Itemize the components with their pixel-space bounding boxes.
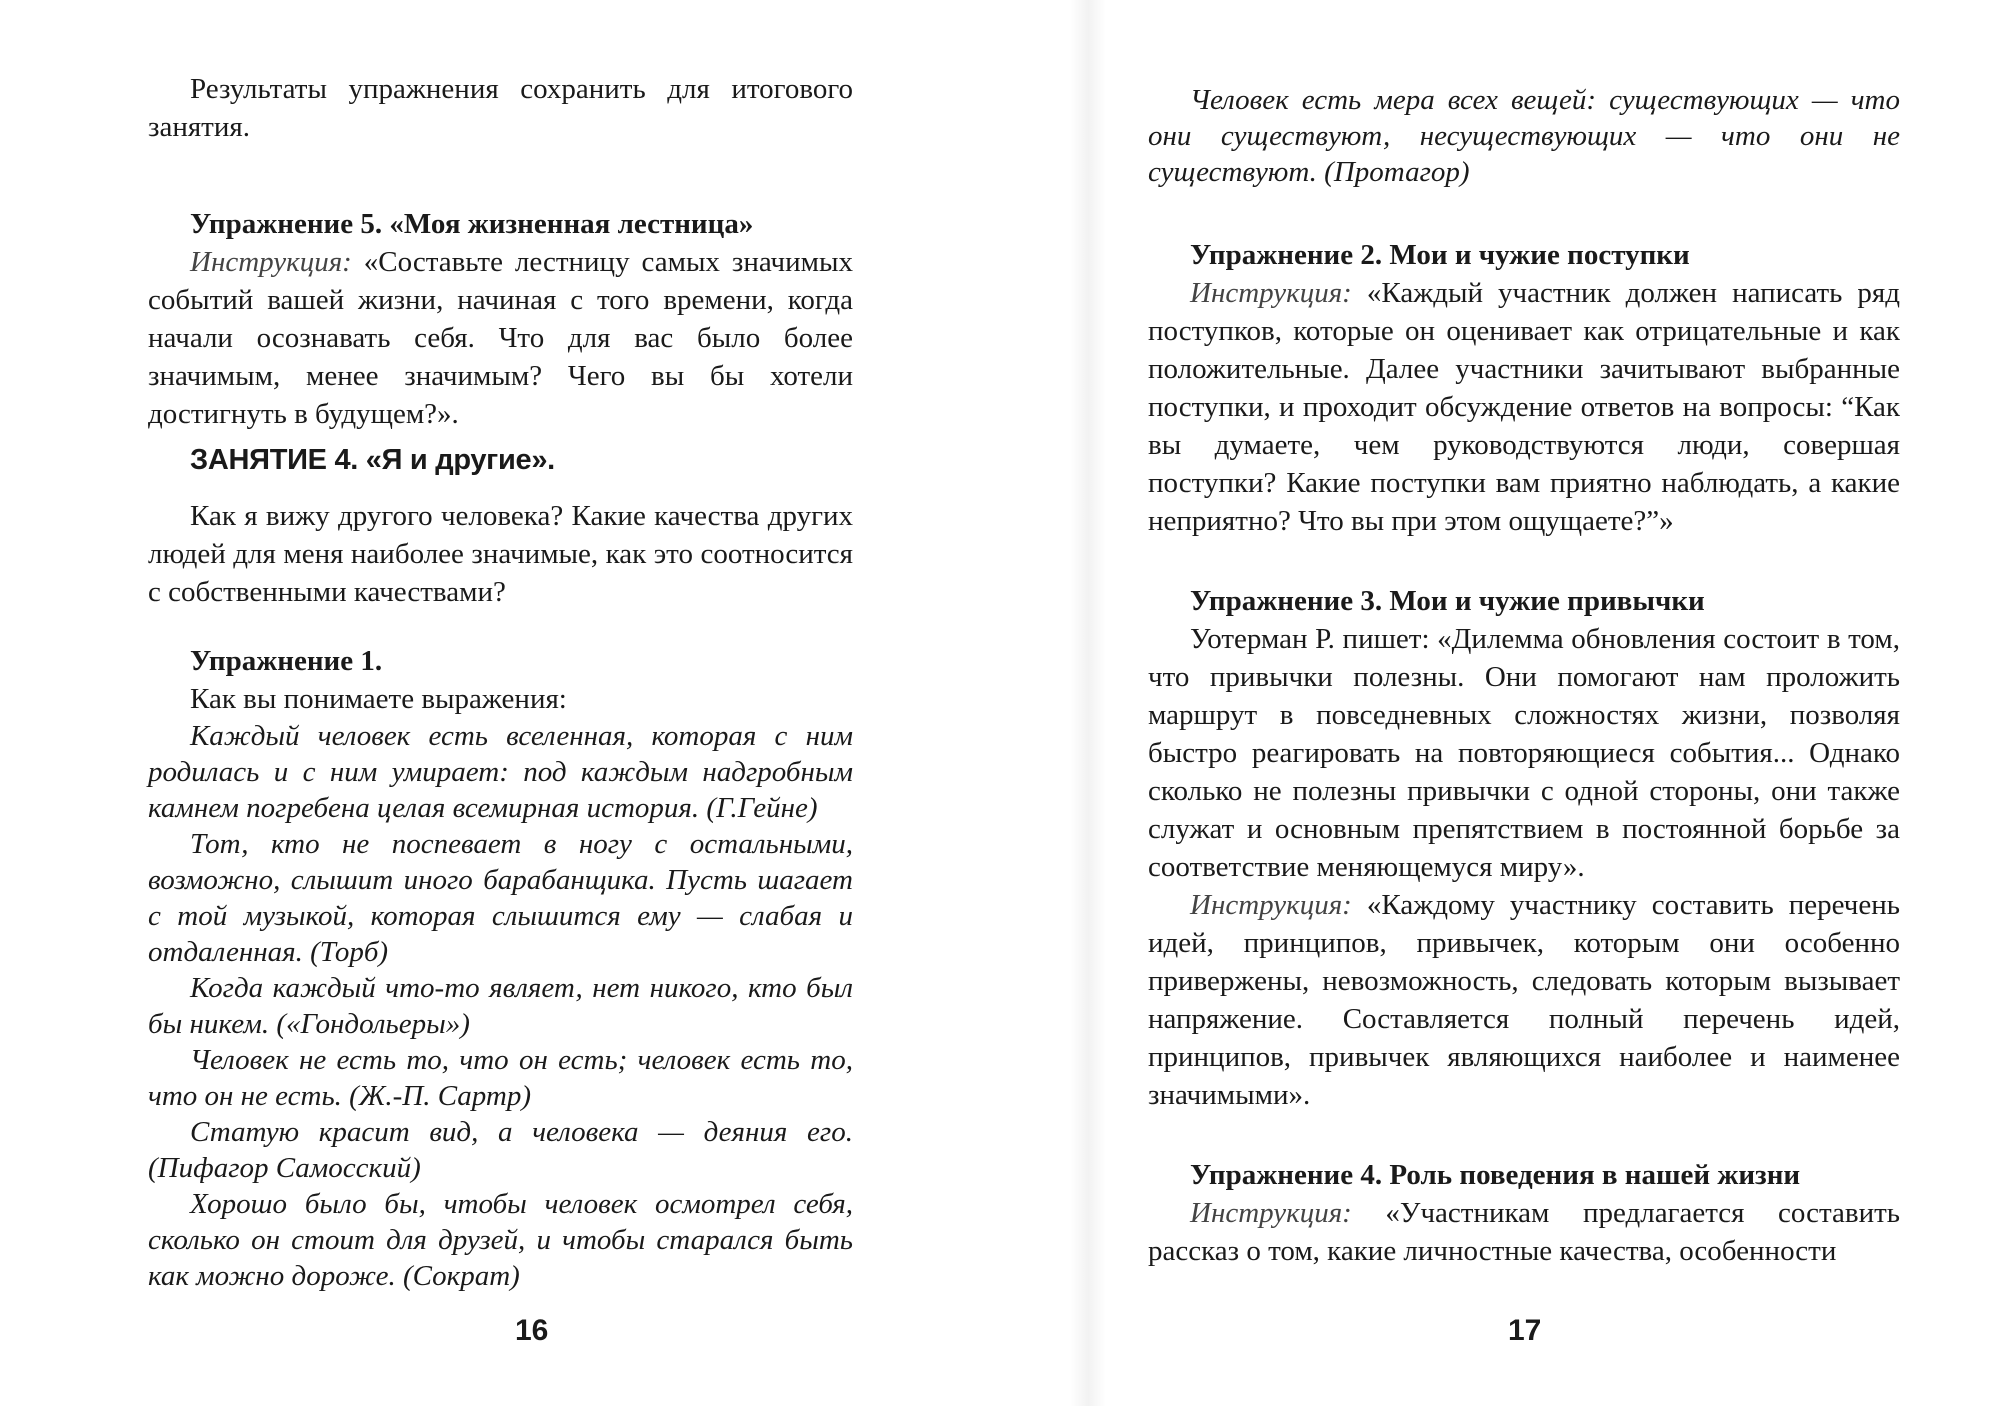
book-gutter [1070, 0, 1106, 1406]
instruction-label: Инструкция: [1190, 889, 1352, 921]
exercise-4-title: Упражнение 4. Роль поведения в нашей жизни [1190, 1159, 1801, 1191]
exercise-1-title: Упражнение 1. [190, 645, 383, 677]
exercise-3-title: Упражнение 3. Мои и чужие привычки [1190, 585, 1705, 617]
quote-socrates: Хорошо было бы, чтобы человек осмотрел себя, сколько он стоит для друзей, и чтобы старался быть как можно дороже. (Сократ) [148, 1188, 853, 1292]
quote-heine: Каждый человек есть вселенная, которая с ним родилась и с ним умирает: под каждым надгробным камнем погребена целая всемирная история. (Г.Гейне) [148, 720, 853, 824]
lesson-4-intro: Как я вижу другого человека? Какие качества других людей для меня наиболее значимые, как это соотносится с собственными качествами? [148, 500, 853, 608]
left-page [148, 0, 888, 1406]
exercise-1 [148, 642, 853, 1294]
lesson-4-title: ЗАНЯТИЕ 4. «Я и другие». [190, 444, 555, 476]
exercise-1-prompt: Как вы понимаете выражения: [190, 683, 567, 715]
exercise-4-instruction [1148, 1194, 1900, 1270]
exercise-3 [1148, 582, 1900, 1114]
quote-sartre: Человек не есть то, что он есть; человек есть то, что он не есть. (Ж.-П. Сартр) [148, 1044, 853, 1112]
quote-thoreau: Тот, кто не поспевает в ногу с остальными, возможно, слышит иного барабанщика. Пусть шагает с той музыкой, которая слышится ему — слабая и отдаленная. (Торб) [148, 828, 853, 968]
page-number-right: 17 [1508, 1314, 1542, 1347]
exercise-2-title: Упражнение 2. Мои и чужие поступки [1190, 239, 1690, 271]
quote-gondoliers: Когда каждый что-то являет, нет никого, кто был бы никем. («Гондольеры») [148, 972, 853, 1040]
exercise-3-instruction [1148, 886, 1900, 1114]
instruction-label: Инструкция: [1190, 1197, 1352, 1229]
instruction-label: Инструкция: [190, 246, 352, 278]
instruction-label: Инструкция: [1190, 277, 1352, 309]
exercise-2 [1148, 236, 1900, 540]
exercise-4-text: «Участникам предлагается составить рассказ о том, какие личностные качества, особенности [1148, 1197, 1900, 1267]
exercise-3-text: «Каждому участнику составить перечень идей, принципов, привычек, которым они особенно привержены, невозможность, следовать которым вызывает напряжение. Составляется полный перечень идей, принципов, привычек являющихся наиболее и наименее значимыми». [1148, 889, 1900, 1111]
exercise-5-title: Упражнение 5. «Моя жизненная лестница» [190, 208, 754, 240]
exercise-5 [148, 205, 853, 433]
exercise-2-text: «Каждый участник должен написать ряд поступков, которые он оценивает как отрицательные и как положительные. Далее участники зачитывают выбранные поступки, и проходит обсуждение ответов на вопросы: “Как вы думаете, чем руководствуются люди, совершая поступки? Какие поступки вам приятно наблюдать, а какие неприятно? Что вы при этом ощущаете?”» [1148, 277, 1900, 537]
quote-pythagoras: Статую красит вид, а человека — деяния его. (Пифагор Самосский) [148, 1116, 853, 1184]
exercise-5-text: «Составьте лестницу самых значимых событий вашей жизни, начиная с того времени, когда начали осознавать себя. Что для вас было более значимым, менее значимым? Чего вы бы хотели достигнуть в будущем?». [148, 246, 853, 430]
paragraph-results: Результаты упражнения сохранить для итогового занятия. [148, 73, 853, 143]
exercise-4 [1148, 1156, 1900, 1270]
exercise-3-quote: Уотерман Р. пишет: «Дилемма обновления состоит в том, что привычки полезны. Они помогают нам проложить маршрут в повседневных сложностях жизни, позволяя быстро реагировать на повторяющиеся события... Однако сколько не полезны привычки с одной стороны, они также служат и основным препятствием в постоянной борьбе за соответствие меняющемуся миру». [1148, 623, 1900, 883]
right-page [1148, 0, 1900, 1406]
quote-protagoras: Человек есть мера всех вещей: существующих — что они существуют, несуществующих — что они не существуют. (Протагор) [1148, 84, 1900, 188]
page-number-left: 16 [515, 1314, 549, 1347]
exercise-5-instruction [148, 243, 853, 433]
exercise-2-instruction [1148, 274, 1900, 540]
